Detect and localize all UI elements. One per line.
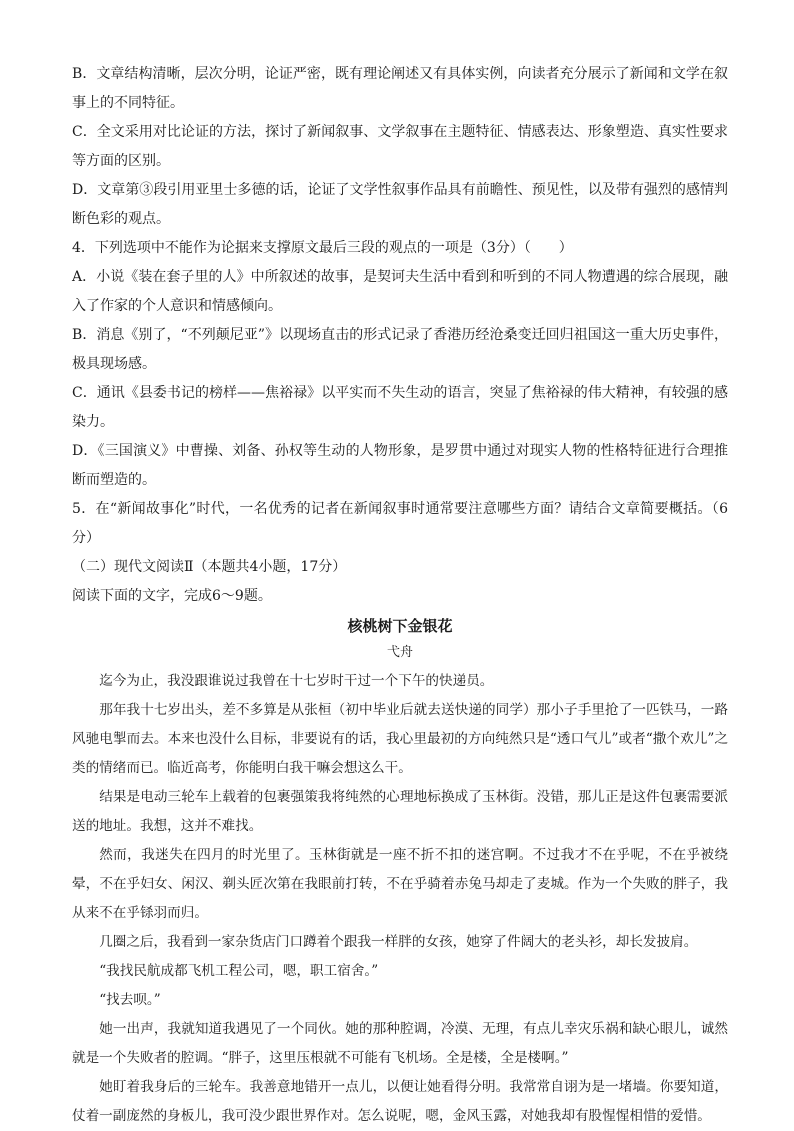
q4-option-d: D．《三国演义》中曹操、刘备、孙权等生动的人物形象，是罗贯中通过对现实人物的性格特征进行合理推断而塑造的。 <box>72 443 728 488</box>
section2-heading: （二）现代文阅读Ⅱ（本题共4小题，17分） <box>72 559 347 575</box>
section2-instruction: 阅读下面的文字，完成6～9题。 <box>72 588 272 604</box>
q5-stem: 5．在“新闻故事化”时代，一名优秀的记者在新闻叙事时通常要注意哪些方面？请结合文章简要概括。（6分） <box>72 501 728 546</box>
story-title: 核桃树下金银花 <box>347 617 453 635</box>
story-paragraph: 她一出声，我就知道我遇见了一个同伙。她的那种腔调，冷漠、无理，有点儿幸灾乐祸和缺心眼儿，诚然就是一个失败者的腔调。“胖子，这里压根就不可能有飞机场。全是楼，全是楼啊。” <box>72 1021 728 1066</box>
story-paragraph: “找去呗。” <box>99 992 161 1008</box>
story-body <box>72 667 728 1131</box>
q4-option-a: A．小说《装在套子里的人》中所叙述的故事，是契诃夫生活中看到和听到的不同人物遭遇的综合展现，融入了作家的个人意识和情感倾向。 <box>72 269 728 314</box>
q4-stem: 4．下列选项中不能作为论据来支撑原文最后三段的观点的一项是（3分）（ ） <box>72 240 573 256</box>
story-paragraph: 那年我十七岁出头，差不多算是从张桓（初中毕业后就去送快递的同学）那小子手里抢了一匹铁马，一路风驰电掣而去。本来也没什么目标，非要说有的话，我心里最初的方向纯然只是“透口气儿”或者“撒个欢儿”之类的情绪而已。临近高考，你能明白我干嘛会想这么干。 <box>72 702 728 776</box>
story-paragraph: 她盯着我身后的三轮车。我善意地错开一点儿，以便让她看得分明。我常常自诩为是一堵墙。你要知道，仗着一副庞然的身板儿，我可没少跟世界作对。怎么说呢，嗯，金风玉露，对她我却有股惺惺相惜的爱惜。 <box>72 1079 728 1124</box>
q4-option-c: C．通讯《县委书记的榜样——焦裕禄》以平实而不失生动的语言，突显了焦裕禄的伟大精神，有较强的感染力。 <box>72 385 728 430</box>
story-paragraph: 迄今为止，我没跟谁说过我曾在十七岁时干过一个下午的快递员。 <box>99 673 494 689</box>
story-paragraph: 结果是电动三轮车上载着的包裹强策我将纯然的心理地标换成了玉林街。没错，那儿正是这件包裹需要派送的地址。我想，这并不难找。 <box>72 789 728 834</box>
q3-option-c: C．全文采用对比论证的方法，探讨了新闻叙事、文学叙事在主题特征、情感表达、形象塑造、真实性要求等方面的区别。 <box>72 124 728 169</box>
story-paragraph: 几圈之后，我看到一家杂货店门口蹲着个跟我一样胖的女孩，她穿了件阔大的老头衫，却长发披肩。 <box>99 934 698 950</box>
story-paragraph: “我找民航成都飞机工程公司，嗯，职工宿舍。” <box>99 963 379 979</box>
story-author: 弋舟 <box>386 645 413 660</box>
q3-option-d: D．文章第③段引用亚里士多德的话，论证了文学性叙事作品具有前瞻性、预见性，以及带有强烈的感情判断色彩的观点。 <box>72 182 728 227</box>
exam-page <box>72 60 728 1131</box>
q3-option-b: B．文章结构清晰，层次分明，论证严密，既有理论阐述又有具体实例，向读者充分展示了新闻和文学在叙事上的不同特征。 <box>72 66 728 111</box>
q4-option-b: B．消息《别了，“不列颠尼亚”》以现场直击的形式记录了香港历经沧桑变迁回归祖国这一重大历史事件，极具现场感。 <box>72 327 728 372</box>
story-paragraph: 然而，我迷失在四月的时光里了。玉林街就是一座不折不扣的迷宫啊。不过我才不在乎呢，不在乎被绕晕，不在乎妇女、闲汉、剃头匠次第在我眼前打转，不在乎骑着赤兔马却走了麦城。作为一个失败的胖子，我从来不在乎铩羽而归。 <box>72 847 728 921</box>
